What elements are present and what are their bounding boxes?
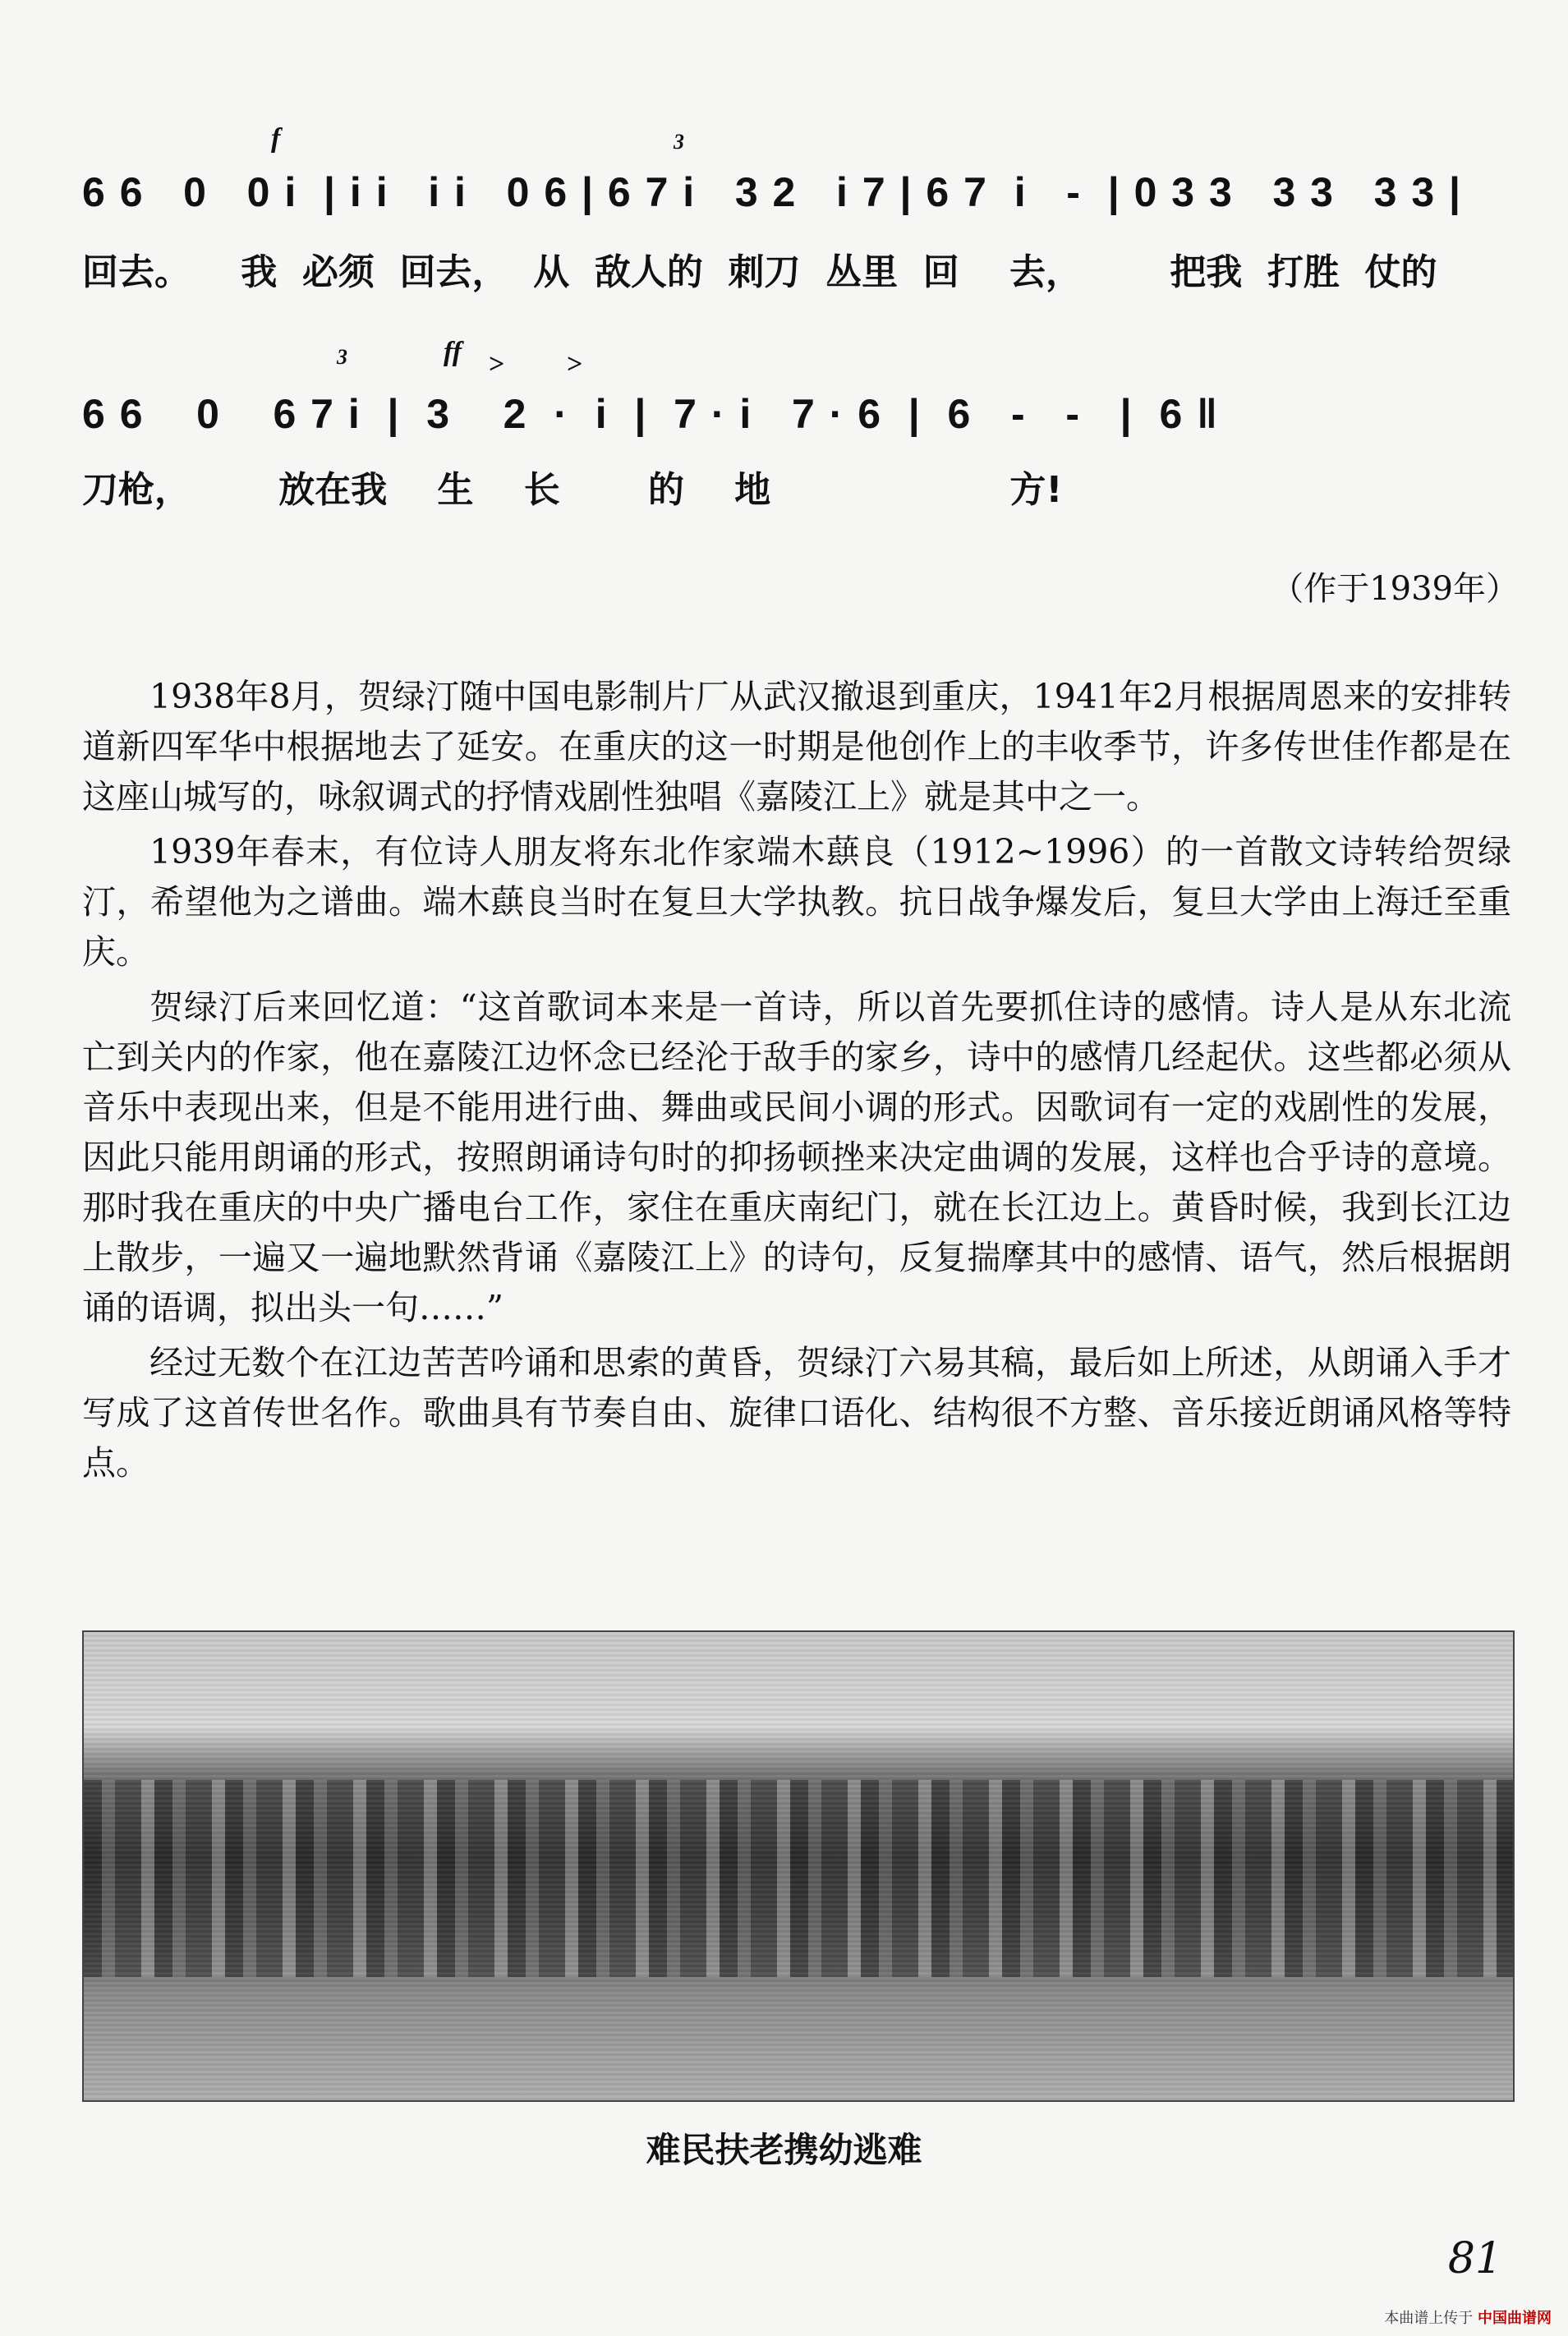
paragraph: 1938年8月，贺绿汀随中国电影制片厂从武汉撤退到重庆，1941年2月根据周恩来的安排转道新四军华中根据地去了延安。在重庆的这一时期是他创作上的丰收季节，许多传世佳作都是在这座山城写的，咏叙调式的抒情戏剧性独唱《嘉陵江上》就是其中之一。: [82, 677, 1511, 816]
score-line-2: 6 6 0 6 7 i | 3 2 · i | 7 · i 7 · 6 | 6 - - | 6 ‖: [82, 391, 1220, 437]
paragraph: 1939年春末，有位诗人朋友将东北作家端木蕻良（1912~1996）的一首散文诗转给贺绿汀，希望他为之谱曲。端木蕻良当时在复旦大学执教。抗日战争爆发后，复旦大学由上海迁至重庆。: [82, 832, 1511, 972]
triplet-mark-2: 3: [337, 345, 347, 369]
page-number: 81: [1447, 2234, 1502, 2283]
refugees-photo: [82, 1630, 1515, 2102]
footer-text: 本曲谱上传于: [1384, 2310, 1474, 2327]
triplet-mark-1: 3: [674, 130, 684, 154]
footer-brand: 中国曲谱网: [1478, 2310, 1552, 2327]
paragraph: 贺绿汀后来回忆道：“这首歌词本来是一首诗，所以首先要抓住诗的感情。诗人是从东北流亡到关内的作家，他在嘉陵江边怀念已经沦于敌手的家乡，诗中的感情几经起伏。这些都必须从音乐中表现出来，但是不能用进行曲、舞曲或民间小调的形式。因歌词有一定的戏剧性的发展，因此只能用朗诵的形式，按照朗诵诗句时的抑扬顿挫来决定曲调的发展，这样也合乎诗的意境。那时我在重庆的中央广播电台工作，家住在重庆南纪门，就在长江边上。黄昏时候，我到长江边上散步，一遍又一遍地默然背诵《嘉陵江上》的诗句，反复揣摩其中的感情、语气，然后根据朗诵的语调，拟出头一句……”: [82, 987, 1511, 1327]
article-body: [82, 672, 1511, 1493]
dynamic-mark-f: f: [271, 123, 281, 154]
lyrics-line-2: 刀枪， 放在我 生 长 的 地 方!: [82, 469, 1063, 511]
composition-date: （作于1939年）: [1271, 570, 1519, 608]
accent-mark-2: >: [567, 349, 583, 379]
lyrics-line-1: 回去。 我 必须 回去， 从 敌人的 刺刀 丛里 回 去， 把我 打胜 仗的: [82, 251, 1437, 293]
score-line-1: 6 6 0 0 i | i i i i 0 6 | 6 7 i 3 2 i 7 | 6 7 i - | 0 3 3 3 3 3 3 |: [82, 169, 1463, 215]
dynamic-mark-ff: ff: [444, 337, 462, 367]
footer-watermark: [1384, 2306, 1552, 2328]
accent-mark-1: >: [489, 349, 505, 379]
paragraph: 经过无数个在江边苦苦吟诵和思索的黄昏，贺绿汀六易其稿，最后如上所述，从朗诵入手才写成了这首传世名作。歌曲具有节奏自由、旋律口语化、结构很不方整、音乐接近朗诵风格等特点。: [82, 1343, 1511, 1483]
photo-caption: 难民扶老携幼逃难: [646, 2130, 922, 2170]
